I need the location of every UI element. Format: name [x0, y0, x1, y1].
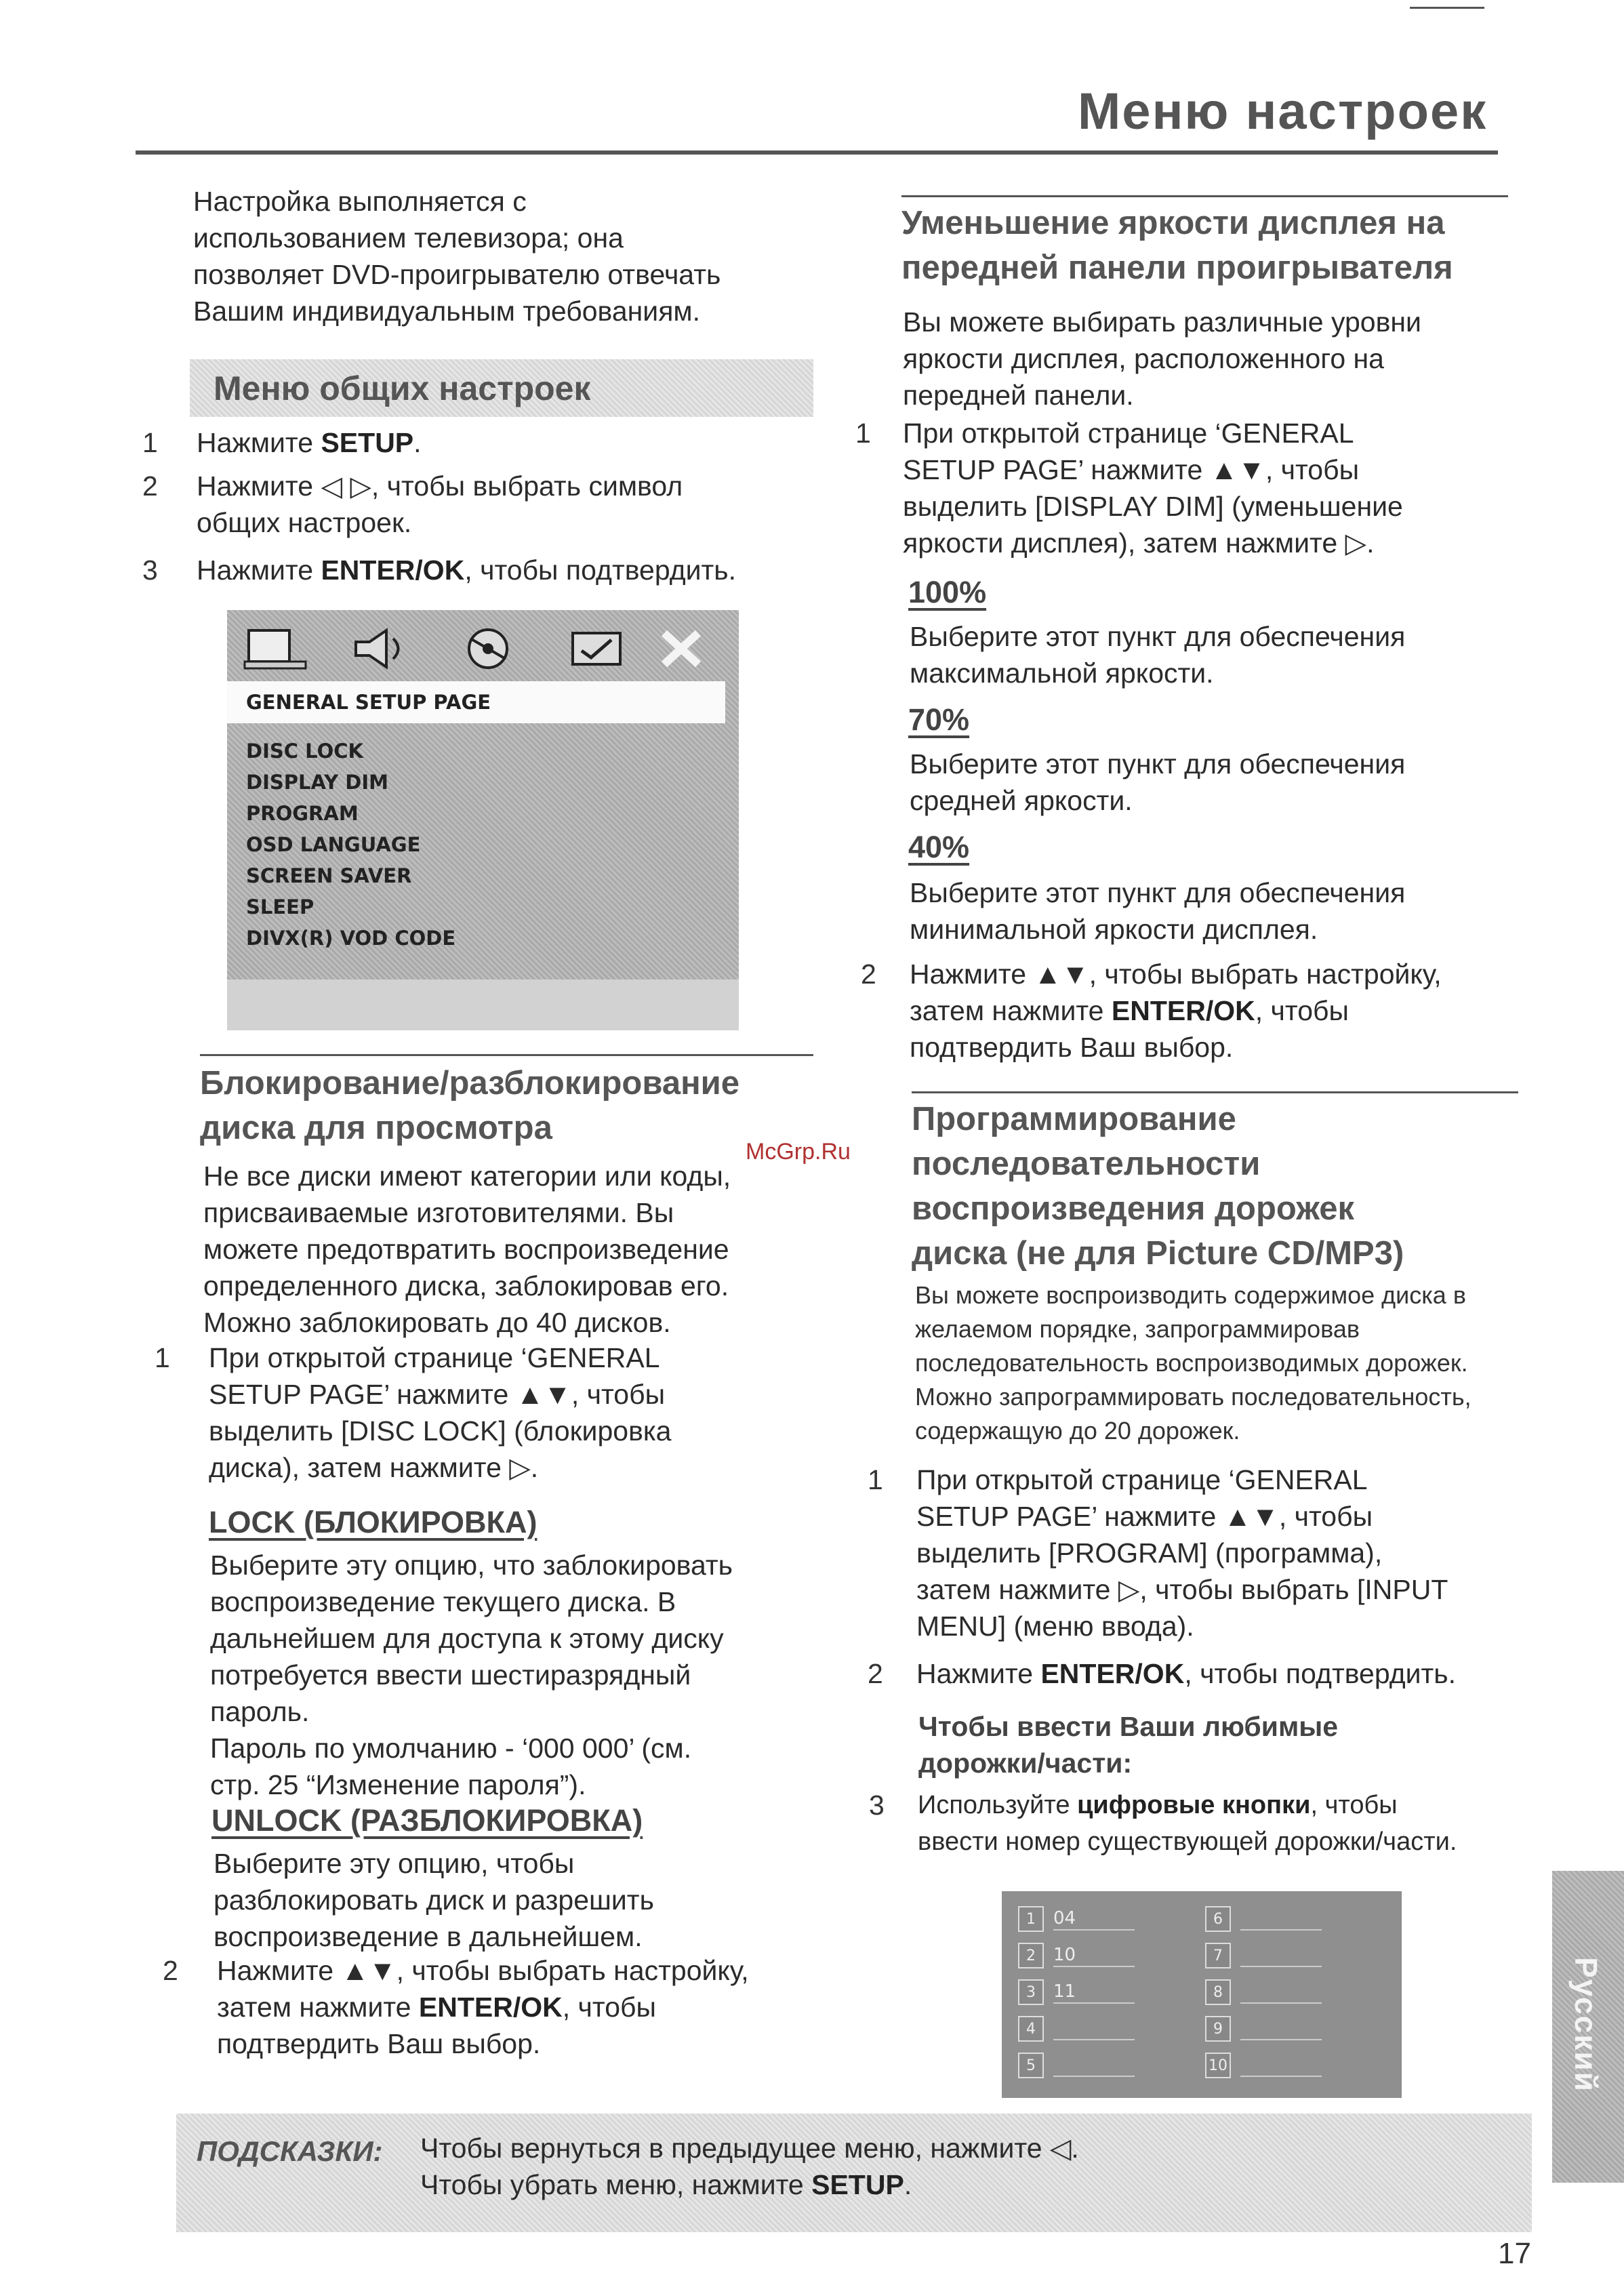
osd-menu-list	[246, 735, 455, 954]
general-step-1: 1 Нажмите SETUP.	[142, 427, 422, 458]
tips-text: Чтобы вернуться в предыдущее меню, нажмите ◁. Чтобы убрать меню, нажмите SETUP.	[420, 2133, 1079, 2200]
osd-bottom-bar	[227, 979, 739, 1030]
dim-section-title: Уменьшение яркости дисплея на передней панели проигрывателя	[901, 205, 1453, 286]
program-step-2: 2 Нажмите ENTER/OK, чтобы подтвердить.	[868, 1658, 1457, 1689]
page-title: Меню настроек	[1078, 83, 1488, 140]
dim-step-1: 1 При открытой странице ‘GENERAL SETUP PAGE’ нажмите ▲▼, чтобы выделить [DISPLAY DIM] (уменьшение яркости дисплея), затем нажмите ▷.	[855, 418, 1403, 559]
program-slot-3[interactable]: 3 11	[1018, 1979, 1135, 2005]
program-input-menu	[1002, 1891, 1402, 2098]
lock-option-desc: Выберите эту опцию, что заблокировать воспроизведение текущего диска. В дальнейшем для доступа к этому диску потребуется ввести шестиразрядный пароль. Пароль по умолчанию - ‘000 000’ (см. стр. 25 “Изменение пароля”).	[210, 1550, 733, 1800]
program-section-title: Программирование последовательности воспроизведения дорожек диска (не для Picture CD/MP3)	[912, 1101, 1404, 1272]
program-step-3: 3 Используйте цифровые кнопки, чтобы ввести номер существующей дорожки/части.	[869, 1790, 1457, 1856]
dim-option-70: 70%	[908, 702, 970, 737]
dim-section-rule	[901, 195, 1508, 197]
program-slot-7[interactable]: 7	[1205, 1943, 1322, 1968]
osd-page-title-bar[interactable]	[227, 681, 725, 723]
osd-item-disc-lock[interactable]: DISC LOCK	[246, 740, 363, 763]
program-slot-6[interactable]: 6	[1205, 1906, 1322, 1932]
osd-item-program[interactable]: PROGRAM	[246, 802, 359, 825]
lock-step-1: 1 При открытой странице ‘GENERAL SETUP PAGE’ нажмите ▲▼, чтобы выделить [DISC LOCK] (блокировка диска), затем нажмите ▷.	[155, 1342, 672, 1483]
program-note: Чтобы ввести Ваши любимые дорожки/части:	[918, 1711, 1339, 1779]
lock-step-2: 2 Нажмите ▲▼, чтобы выбрать настройку, затем нажмите ENTER/OK, чтобы подтвердить Ваш выбор.	[163, 1955, 749, 2059]
watermark: McGrp.Ru	[746, 1139, 851, 1165]
page-number: 17	[1498, 2237, 1531, 2270]
preference-icon	[563, 625, 630, 672]
lock-section-title: Блокирование/разблокирование диска для просмотра	[200, 1065, 740, 1146]
video-setup-icon	[454, 625, 522, 672]
program-slot-5[interactable]: 5	[1018, 2053, 1135, 2078]
lock-section-rule	[200, 1054, 813, 1056]
program-step-1: 1 При открытой странице ‘GENERAL SETUP PAGE’ нажмите ▲▼, чтобы выделить [PROGRAM] (программа), затем нажмите ▷, чтобы выбрать [INPUT MENU] (меню ввода).	[868, 1464, 1448, 1642]
dim-desc: Вы можете выбирать различные уровни яркости дисплея, расположенного на передней панели.	[903, 306, 1421, 411]
osd-item-osd-language[interactable]: OSD LANGUAGE	[246, 833, 421, 856]
lock-option-title: LOCK (БЛОКИРОВКА)	[209, 1505, 537, 1539]
osd-item-sleep[interactable]: SLEEP	[246, 895, 314, 918]
program-slot-8[interactable]: 8	[1205, 1979, 1322, 2005]
program-section-rule	[912, 1091, 1518, 1093]
dim-option-40-desc: Выберите этот пункт для обеспечения минимальной яркости дисплея.	[910, 877, 1406, 945]
general-setup-icon	[242, 625, 310, 672]
general-step-2: 2 Нажмите ◁ ▷, чтобы выбрать символ общих настроек.	[142, 470, 683, 538]
dim-option-40: 40%	[908, 830, 970, 864]
program-slot-9[interactable]: 9	[1205, 2016, 1322, 2042]
general-settings-heading: Меню общих настроек	[214, 369, 591, 407]
dim-option-100: 100%	[908, 575, 987, 609]
program-slot-2[interactable]: 2 10	[1018, 1943, 1135, 1968]
audio-setup-icon	[349, 625, 417, 672]
language-side-tab-label: Русский	[1568, 1957, 1604, 2093]
dim-option-70-desc: Выберите этот пункт для обеспечения средней яркости.	[910, 748, 1406, 816]
osd-page-title: GENERAL SETUP PAGE	[246, 691, 491, 714]
osd-item-divx-vod-code[interactable]: DIVX(R) VOD CODE	[246, 927, 456, 950]
intro-text: Настройка выполняется с использованием телевизора; она позволяет DVD-проигрывателю отвечать Вашим индивидуальным требованиям.	[193, 186, 721, 327]
program-slot-10[interactable]: 10	[1205, 2053, 1322, 2078]
program-slot-4[interactable]: 4	[1018, 2016, 1135, 2042]
program-slot-1[interactable]: 1 04	[1018, 1906, 1135, 1932]
unlock-option-title: UNLOCK (РАЗБЛОКИРОВКА)	[211, 1803, 643, 1838]
dim-step-2: 2 Нажмите ▲▼, чтобы выбрать настройку, затем нажмите ENTER/OK, чтобы подтвердить Ваш выбор.	[861, 958, 1442, 1063]
lock-desc: Не все диски имеют категории или коды, присваиваемые изготовителями. Вы можете предотвратить воспроизведение определенного диска, заблокировав его. Можно заблокировать до 40 дисков.	[203, 1160, 731, 1338]
tips-label: ПОДСКАЗКИ:	[197, 2135, 383, 2167]
osd-menu-screen	[227, 610, 739, 1030]
header-rule	[136, 150, 1498, 155]
language-side-tab	[1552, 1871, 1624, 2183]
dim-option-100-desc: Выберите этот пункт для обеспечения максимальной яркости.	[910, 621, 1406, 689]
exit-icon	[654, 625, 708, 672]
program-desc: Вы можете воспроизводить содержимое диска в желаемом порядке, запрограммировав последовательность воспроизводимых дорожек. Можно запрограммировать последовательность, содержащую до 20 дорожек.	[915, 1281, 1471, 1444]
osd-item-screen-saver[interactable]: SCREEN SAVER	[246, 864, 412, 887]
unlock-option-desc: Выберите эту опцию, чтобы разблокировать диск и разрешить воспроизведение в дальнейшем.	[214, 1848, 654, 1952]
general-step-3: 3 Нажмите ENTER/OK, чтобы подтвердить.	[142, 554, 737, 586]
corner-mark	[1410, 7, 1484, 9]
osd-item-display-dim[interactable]: DISPLAY DIM	[246, 771, 388, 794]
